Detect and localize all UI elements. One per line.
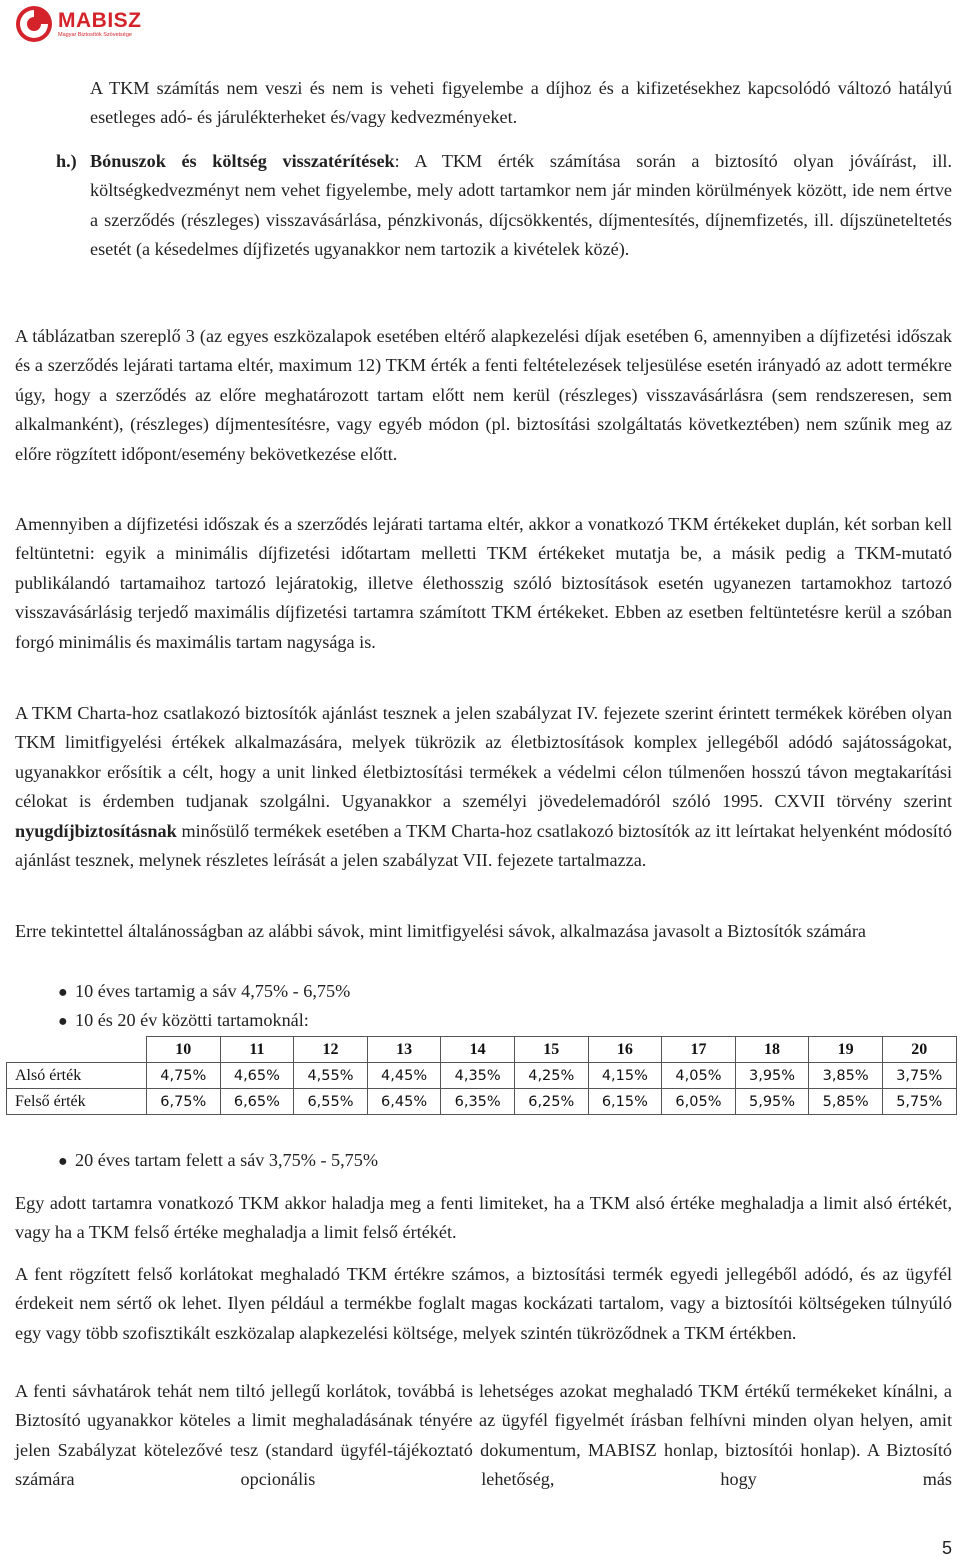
- logo-name: MABISZ: [58, 8, 142, 32]
- pension-insurance-term: nyugdíjbiztosításnak: [15, 820, 177, 841]
- table-cell: 4,75%: [147, 1063, 221, 1089]
- header-cell: 16: [588, 1037, 662, 1063]
- bullet-text: 10 éves tartamig a sáv 4,75% - 6,75%: [75, 981, 351, 1001]
- header-cell: 14: [441, 1037, 515, 1063]
- table-cell: 4,25%: [514, 1063, 588, 1089]
- header-cell: 19: [809, 1037, 883, 1063]
- charta-text-a: A TKM Charta-hoz csatlakozó biztosítók ajánlást tesznek a jelen szabályzat IV. fejezete szerint érintett termékek körében olyan TKM limitfigyelési értékek alkalmazására, melyek tükrözik az életbiztosítások komplex jellegéből adódó sajátosságokat, ugyanakkor erősítik a célt, hogy a unit linked életbiztosítási termékek a védelmi célon túlmenően hosszú távon megtakarítási célokat is érdemben tudjanak szolgálni. Ugyanakkor a személyi jövedelemadóról szóló 1995. CXVII törvény szerint: [15, 703, 952, 812]
- table-cell: 6,25%: [514, 1089, 588, 1115]
- table-cell: 4,45%: [367, 1063, 441, 1089]
- table-cell: 3,85%: [809, 1063, 883, 1089]
- table-cell: 6,55%: [294, 1089, 368, 1115]
- table-cell: 6,65%: [220, 1089, 294, 1115]
- mabisz-logo: [14, 4, 142, 44]
- limit-table: [6, 1036, 957, 1115]
- paragraph-bands-intro: Erre tekintettel általánosságban az alábbi sávok, mint limitfigyelési sávok, alkalmazása javasolt a Biztosítók számára: [15, 921, 866, 941]
- table-cell: 3,75%: [882, 1063, 956, 1089]
- table-cell: 4,05%: [662, 1063, 736, 1089]
- bullet-item: [58, 977, 350, 1007]
- header-cell: 11: [220, 1037, 294, 1063]
- paragraph-table-values: A táblázatban szereplő 3 (az egyes eszközalapok esetében eltérő alapkezelési díjak esetében 6, amennyiben a díjfizetési időszak és a szerződés lejárati tartama eltér, maximum 12) TKM érték a fenti feltételezések teljesülése esetén irányadó az adott termékre úgy, hogy a szerződés az előre meghatározott tartam előtt nem kerül (részleges) visszavásárlásra (sem rendszeresen, sem alkalmanként), (részleges) díjmentesítésre, vagy egyéb módon (pl. biztosítási szolgáltatás következtében) nem szűnik meg az előre rögzített időpont/esemény bekövetkezése előtt.: [15, 326, 952, 464]
- table-corner-cell: [7, 1037, 147, 1063]
- table-cell: 6,15%: [588, 1089, 662, 1115]
- section-h-label: h.): [56, 151, 77, 171]
- table-cell: 6,75%: [147, 1089, 221, 1115]
- header-cell: 20: [882, 1037, 956, 1063]
- logo-tagline: Magyar Biztosítók Szövetsége: [58, 31, 132, 38]
- table-cell: 5,85%: [809, 1089, 883, 1115]
- paragraph-dual-rows: Amennyiben a díjfizetési időszak és a szerződés lejárati tartama eltér, akkor a vonatkozó TKM értékeket duplán, két sorban kell feltüntetni: egyik a minimális díjfizetési időtartam melletti TKM értékeket mutatja be, a másik pedig a TKM-mutató publikálandó tartamaihoz tartozó lejáratokig, illetve élethosszig szóló biztosítások esetén ugyanezen tartamokhoz tartozó visszavásárlásig terjedő maximális díjfizetési tartamra számított TKM értékeket. Ebben az esetben feltüntetésre kerül a szóban forgó minimális és maximális tartam nagysága is.: [15, 514, 952, 652]
- row-label: Felső érték: [7, 1089, 147, 1115]
- table-cell: 5,75%: [882, 1089, 956, 1115]
- table-cell: 4,65%: [220, 1063, 294, 1089]
- table-cell: 4,35%: [441, 1063, 515, 1089]
- table-cell: 3,95%: [735, 1063, 809, 1089]
- bullet-text: 20 éves tartam felett a sáv 3,75% - 5,75%: [75, 1150, 379, 1170]
- bullet-dot-icon: ●: [58, 984, 68, 1001]
- paragraph-charta-recommendation: [15, 699, 952, 875]
- table-cell: 4,15%: [588, 1063, 662, 1089]
- header-cell: 18: [735, 1037, 809, 1063]
- paragraph-band-limits: A fenti sávhatárok tehát nem tiltó jellegű korlátok, továbbá is lehetséges azokat meghaladó TKM értékű termékeket kínálni, a Biztosító ugyanakkor köteles a limit meghaladásának tényére az ügyfél figyelmét írásban felhívni minden olyan helyen, amit jelen Szabályzat kötelezővé tesz (standard ügyfél-tájékoztató dokumentum, MABISZ honlap, biztosítói honlap). A Biztosító számára opcionális lehetőség, hogy más: [15, 1381, 952, 1490]
- paragraph-upper-limits: A fent rögzített felső korlátokat meghaladó TKM értékre számos, a biztosítási termék egyedi jellegéből adódó, és az ügyfél érdekeit nem sértő ok lehet. Ilyen például a termékbe foglalt magas kockázati tartalom, vagy a biztosítói költségeken túlnyúló egy vagy több szofisztikált eszközalap alapkezelési költsége, melyek szintén tükröződnek a TKM értékben.: [15, 1264, 952, 1343]
- header-cell: 10: [147, 1037, 221, 1063]
- header-cell: 15: [514, 1037, 588, 1063]
- header-cell: 17: [662, 1037, 736, 1063]
- row-label: Alsó érték: [7, 1063, 147, 1089]
- bullet-dot-icon: ●: [58, 1153, 68, 1170]
- table-cell: 6,45%: [367, 1089, 441, 1115]
- bonus-heading: Bónuszok és költség visszatérítések: [90, 151, 395, 171]
- charta-text-b: minősülő termékek esetében a TKM Charta-hoz csatlakozó biztosítók az itt leírtakat helyenként módosító ajánlást tesznek, melynek részletes leírását a jelen szabályzat VII. fejezete tartalmazza.: [15, 820, 952, 871]
- table-cell: 6,05%: [662, 1089, 736, 1115]
- table-header-row: [7, 1037, 957, 1063]
- table-row: [7, 1063, 957, 1089]
- table-cell: 4,55%: [294, 1063, 368, 1089]
- table-cell: 6,35%: [441, 1089, 515, 1115]
- page-number: 5: [941, 1538, 952, 1558]
- header-cell: 13: [367, 1037, 441, 1063]
- table-row: [7, 1089, 957, 1115]
- paragraph-limit-exceed: Egy adott tartamra vonatkozó TKM akkor haladja meg a fenti limiteket, ha a TKM alsó értéke meghaladja a limit alsó értékét, vagy ha a TKM felső értéke meghaladja a limit felső értékét.: [15, 1193, 952, 1243]
- mabisz-logo-icon: [14, 4, 54, 44]
- bullet-item: [58, 1146, 378, 1176]
- bonus-text: : A TKM érték számítása során a biztosító olyan jóváírást, ill. költségkedvezményt nem vehet figyelembe, mely adott tartamkor nem jár minden körülmények között, ide nem értve a szerződés (részleges) visszavásárlása, pénzkivonás, díjcsökkentés, díjmentesítés, díjnemfizetés, ill. díjszüneteltetés esetét (a késedelmes díjfizetés ugyanakkor nem tartozik a kivételek közé).: [90, 151, 952, 260]
- bullet-dot-icon: ●: [58, 1013, 68, 1030]
- paragraph-tkm-tax: A TKM számítás nem veszi és nem is veheti figyelembe a díjhoz és a kifizetésekhez kapcsolódó változó hatályú esetleges adó- és járulékterheket és/vagy kedvezményeket.: [90, 78, 952, 128]
- table-cell: 5,95%: [735, 1089, 809, 1115]
- header-cell: 12: [294, 1037, 368, 1063]
- bullet-text: 10 és 20 év közötti tartamoknál:: [75, 1010, 309, 1030]
- bullet-item: [58, 1006, 309, 1036]
- paragraph-bonus: [90, 147, 952, 265]
